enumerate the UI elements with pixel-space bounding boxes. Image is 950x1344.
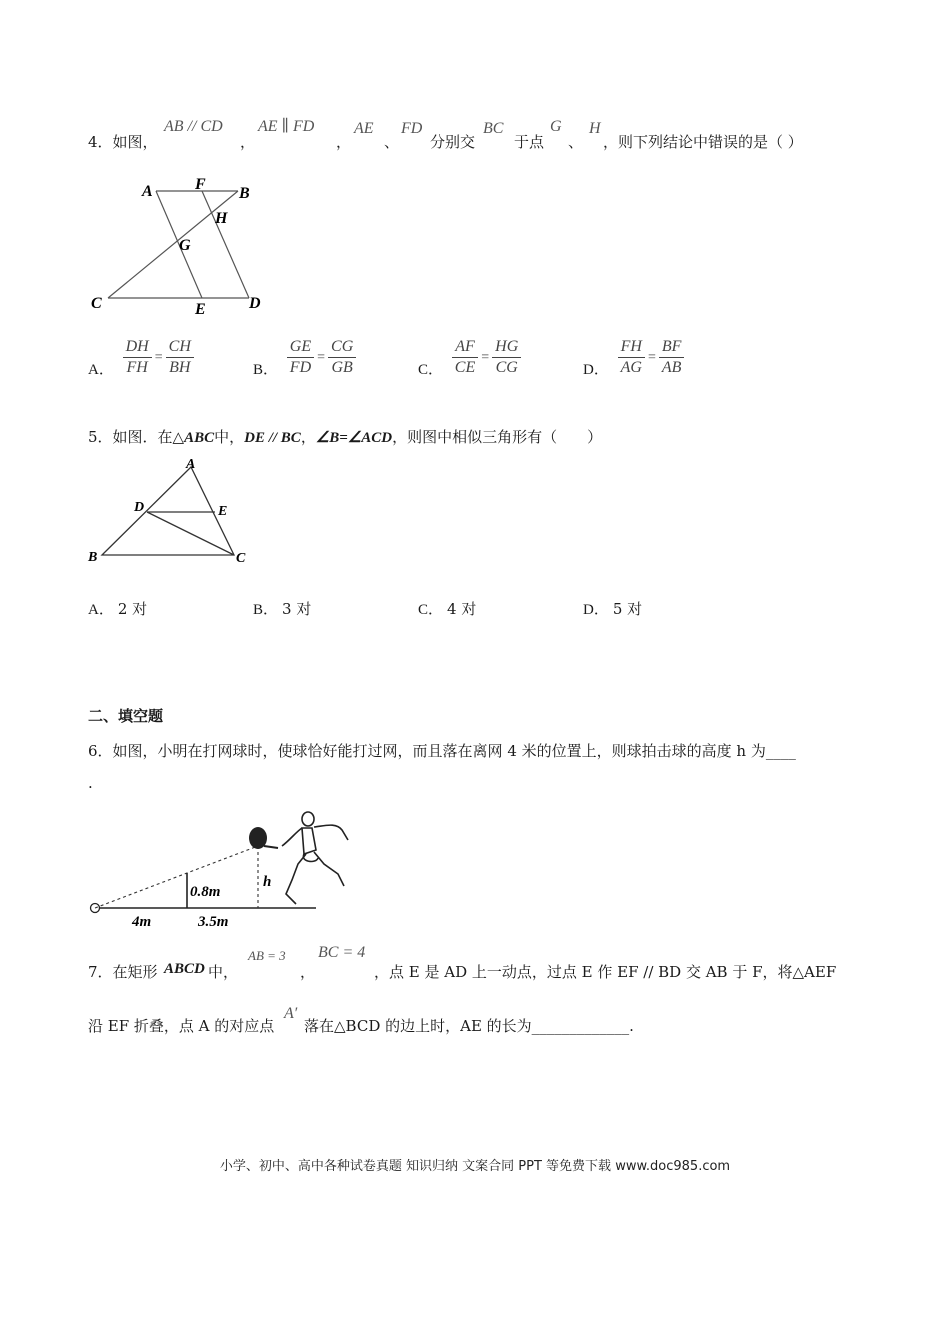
label-c: C [91,295,102,312]
denominator: FD [289,359,312,376]
label-f: F [195,176,206,193]
q4-option-a[interactable]: A． $\frac{DH}{FH}$ = $\frac{CH}{BH}$ [88,338,194,377]
page-footer[interactable]: 小学、初中、高中各种试卷真题 知识归纳 文案合同 PPT 等免费下载 www.doc985.com [219,1159,731,1174]
option-letter: A． [88,361,114,378]
q7-line1 [88,944,888,984]
numerator: CH [166,338,194,358]
q4-text: 分别交 [430,133,476,151]
label-a: A [186,457,196,472]
q7-text: 中， [208,963,239,981]
q5-stem [88,426,602,447]
q4-figure [86,172,276,320]
option-letter: C． [418,602,444,618]
denominator: FH [126,359,148,376]
q4-option-c[interactable]: C． $\frac{AF}{CE}$ = $\frac{HG}{CG}$ [418,338,521,377]
fraction [492,338,521,377]
label-dist-1: 4m [132,914,152,930]
q7-math-a-prime: A′ [284,1005,298,1022]
denominator: GB [331,359,353,376]
q4-option-d[interactable]: D． $\frac{FH}{AG}$ = $\frac{BF}{AB}$ [583,338,684,377]
numerator: CG [328,338,356,358]
q6-continuation: . [88,774,93,792]
q4-math-ae-fd: AE ∥ FD [258,118,315,135]
option-text: 2 对 [117,600,148,618]
q5-figure [84,452,259,570]
q7-abcd: ABCD [164,961,205,977]
fraction [328,338,356,377]
q4-math-ae: AE [354,120,374,137]
fraction [123,338,152,377]
denominator: CE [454,359,476,376]
label-d: D [134,500,145,515]
q4-comma: ， [336,133,352,151]
q7-math-ab: AB = 3 [248,948,286,963]
q5-option-d[interactable] [583,598,642,619]
q4-option-b[interactable]: B． $\frac{GE}{FD}$ = $\frac{CG}{GB}$ [253,338,356,377]
label-d: D [249,295,261,312]
numerator: GE [287,338,314,358]
option-text: 4 对 [447,600,477,618]
label-a: A [142,183,153,200]
q4-math-bc: BC [483,120,504,137]
option-text: 5 对 [612,600,643,618]
label-e: E [218,504,228,519]
fraction [452,338,478,377]
q4-comma: ， [240,133,256,151]
q5-option-c[interactable] [418,598,476,619]
numerator: DH [123,338,152,358]
fraction [618,338,645,377]
q4-text: 于点 [514,133,545,151]
tennis-player-icon [282,812,348,904]
denominator: CG [495,359,518,376]
numerator: FH [618,338,645,358]
q4-stem [88,118,888,158]
option-text: 3 对 [282,600,312,618]
numerator: HG [492,338,521,358]
label-h: h [263,874,272,890]
q7-text: ， [300,963,316,981]
label-e: E [195,301,206,318]
q5-de-bc: DE // BC [244,430,301,446]
label-net-height: 0.8m [190,884,221,900]
q4-sep: 、 [384,133,400,151]
q4-math-g: G [550,118,562,135]
q5-option-b[interactable] [253,598,311,619]
label-c: C [236,551,246,566]
q4-text: ，则下列结论中错误的是（ ） [603,133,803,151]
option-letter: D． [583,361,609,378]
fraction [166,338,194,377]
q4-math-fd: FD [401,120,423,137]
denominator: AB [661,359,682,376]
q7-text: 7．在矩形 [88,963,158,981]
q5-option-a[interactable] [88,598,147,619]
denominator: AG [620,359,642,376]
q5-angle: ∠B=∠ACD [315,430,393,446]
q4-math-ab-cd: AB // CD [164,118,223,135]
label-h: H [215,210,228,227]
label-dist-2: 3.5m [198,914,229,930]
q7-text: 沿 EF 折叠，点 A 的对应点 [88,1017,275,1035]
numerator: AF [452,338,478,358]
option-letter: A． [88,602,114,618]
denominator: BH [169,359,191,376]
q7-text: 落在△BCD 的边上时，AE 的长为_____________. [304,1017,634,1035]
q4-sep: 、 [568,133,584,151]
q7-text: ，点 E 是 AD 上一动点，过点 E 作 EF // BD 交 AB 于 F，将△AEF [374,963,837,981]
label-g: G [179,237,191,254]
q4-number: 4．如图， [88,133,158,151]
option-letter: B． [253,361,279,378]
q5-text: ，则图中相似三角形有（ ） [392,428,603,446]
fraction [659,338,685,377]
numerator: BF [659,338,685,358]
option-letter: C． [418,361,444,378]
q6-stem: 6．如图，小明在打网球时，使球恰好能打过网，而且落在离网 4 米的位置上，则球拍击球的高度 h 为____ [88,742,796,760]
label-b: B [239,185,250,202]
section-title: 二、填空题 [88,707,164,725]
label-b: B [88,550,98,565]
q5-abc: ABC [184,430,215,446]
q5-text: 中， [214,428,245,446]
q6-figure [86,802,366,930]
fraction [287,338,314,377]
option-letter: D． [583,602,609,618]
q7-math-bc: BC = 4 [318,944,366,961]
q5-text: ， [300,428,316,446]
q4-math-h: H [589,120,601,137]
q7-line2 [88,1005,888,1035]
q5-text: 5．如图．在△ [88,428,185,446]
option-letter: B． [253,602,279,618]
